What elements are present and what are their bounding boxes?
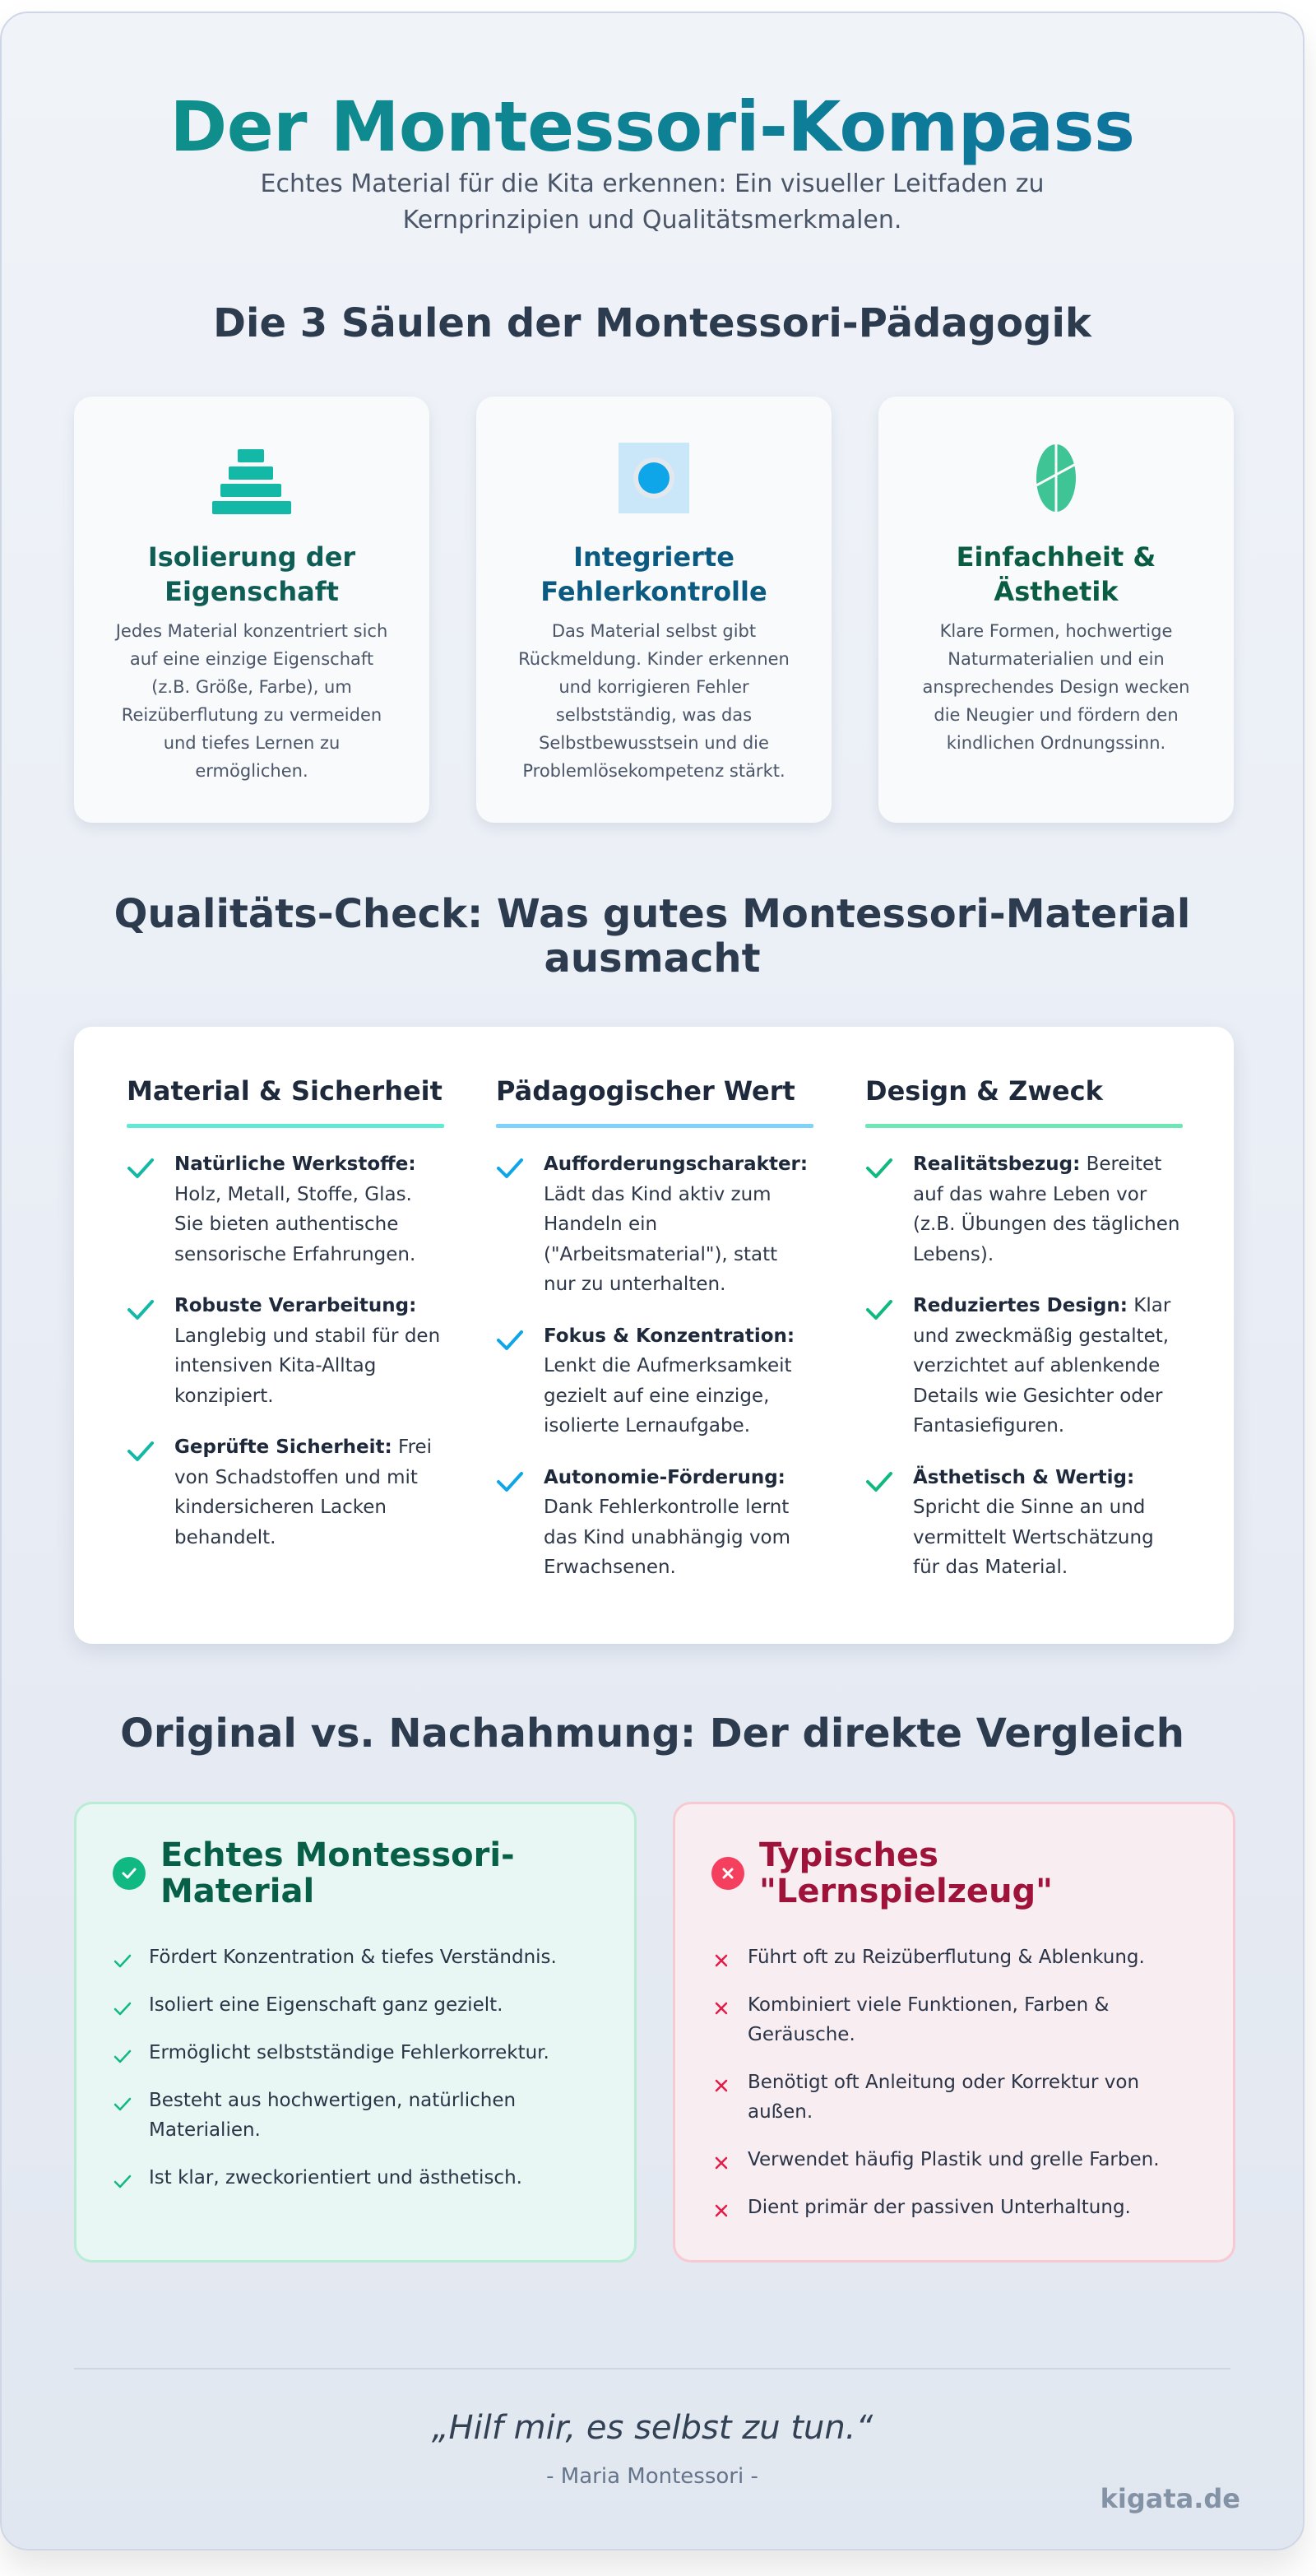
x-mark-icon <box>711 1951 731 1970</box>
comparison-title: Typisches "Lernspielzeug" <box>759 1836 1054 1910</box>
comparison-list-item: Benötigt oft Anleitung oder Korrektur von außen. <box>711 2068 1208 2127</box>
infographic-page <box>0 12 1304 2550</box>
pillar-title: Integrierte Fehlerkontrolle <box>540 541 767 607</box>
checkmark-icon <box>496 1328 524 1353</box>
comparison-section-title: Original vs. Nachahmung: Der direkte Vergleich <box>120 1710 1184 1757</box>
page-subtitle: Echtes Material für die Kita erkennen: Ein visueller Leitfaden zu Kernprinzipien und Qualitätsmerkmalen. <box>260 169 1045 234</box>
checkmark-icon <box>865 1469 893 1494</box>
qc-column-title: Material & Sicherheit <box>127 1075 443 1107</box>
pillar-title: Einfachheit & Ästhetik <box>956 541 1156 607</box>
qc-column-divider <box>865 1124 1183 1128</box>
checkmark-icon <box>113 1951 132 1970</box>
qc-column-design <box>865 1074 1183 1583</box>
qc-list-item: Robuste Verarbeitung: Langlebig und stabil für den intensiven Kita-Alltag konzipiert. <box>127 1291 444 1411</box>
x-mark-icon <box>711 2076 731 2096</box>
comparison-title: Echtes Montessori-Material <box>160 1836 515 1910</box>
x-circle-icon <box>711 1857 744 1890</box>
checkmark-icon <box>113 2171 132 2191</box>
circle-in-square-icon <box>476 443 832 517</box>
qc-list-item: Geprüfte Sicherheit: Frei von Schadstoffen und mit kindersicheren Lacken behandelt. <box>127 1432 444 1553</box>
pillar-text: Jedes Material konzentriert sich auf eine einzige Eigenschaft (z.B. Größe, Farbe), um Reizüberflutung zu vermeiden und tiefes Lernen zu ermöglichen. <box>115 621 388 781</box>
checkmark-icon <box>127 1439 155 1464</box>
qc-column-title: Design & Zweck <box>865 1075 1103 1107</box>
footer-divider <box>74 2368 1230 2369</box>
leaf-icon <box>878 443 1234 517</box>
qc-list-item: Aufforderungscharakter: Lädt das Kind aktiv zum Handeln ein ("Arbeitsmaterial"), statt nur zu unterhalten. <box>496 1149 813 1300</box>
checkmark-icon <box>113 2046 132 2066</box>
pillar-title: Isolierung der Eigenschaft <box>147 541 356 607</box>
comparison-list-item: Ist klar, zweckorientiert und ästhetisch. <box>113 2163 609 2193</box>
checkmark-icon <box>113 2094 132 2114</box>
page-title: Der Montessori-Kompass <box>2 86 1303 168</box>
qc-list-item: Autonomie-Förderung: Dank Fehlerkontrolle lernt das Kind unabhängig vom Erwachsenen. <box>496 1463 813 1583</box>
qc-list-item: Realitätsbezug: Bereitet auf das wahre Leben vor (z.B. Übungen des täglichen Lebens). <box>865 1149 1183 1269</box>
comparison-list-item: Verwendet häufig Plastik und grelle Farben. <box>711 2145 1208 2175</box>
qc-column-material <box>127 1074 444 1553</box>
checkmark-icon <box>496 1156 524 1181</box>
qc-column-pedagogy <box>496 1074 813 1583</box>
x-mark-icon <box>711 2201 731 2221</box>
comparison-list-item: Dient primär der passiven Unterhaltung. <box>711 2193 1208 2222</box>
comparison-list-item: Besteht aus hochwertigen, natürlichen Materialien. <box>113 2086 609 2145</box>
checkmark-icon <box>865 1297 893 1322</box>
qc-column-divider <box>127 1124 444 1128</box>
quality-check-card <box>74 1027 1234 1644</box>
quote-author: - Maria Montessori - <box>546 2464 758 2489</box>
brand-logo-text: kigata.de <box>1100 2483 1240 2514</box>
check-circle-icon <box>113 1857 146 1890</box>
checkmark-icon <box>113 1998 132 2018</box>
pillar-card-simplicity <box>878 397 1234 823</box>
comparison-list-item: Isoliert eine Eigenschaft ganz gezielt. <box>113 1990 609 2020</box>
comparison-list-item: Fördert Konzentration & tiefes Verständnis. <box>113 1942 609 1972</box>
pillar-text: Das Material selbst gibt Rückmeldung. Kinder erkennen und korrigieren Fehler selbstständig, was das Selbstbewusstsein und die Problemlösekompetenz stärkt. <box>518 621 790 781</box>
x-mark-icon <box>711 1998 731 2018</box>
qc-list-item: Natürliche Werkstoffe: Holz, Metall, Stoffe, Glas. Sie bieten authentische sensorische Erfahrungen. <box>127 1149 444 1269</box>
quality-section-title: Qualitäts-Check: Was gutes Montessori-Material ausmacht <box>114 891 1191 982</box>
checkmark-icon <box>496 1469 524 1494</box>
comparison-card-original <box>74 1802 637 2263</box>
pillar-card-error-control <box>476 397 832 823</box>
qc-column-title: Pädagogischer Wert <box>496 1075 795 1107</box>
x-mark-icon <box>711 2153 731 2173</box>
pillars-section-title: Die 3 Säulen der Montessori-Pädagogik <box>213 300 1091 346</box>
checkmark-icon <box>127 1156 155 1181</box>
pillar-card-isolation <box>74 397 429 823</box>
comparison-card-imitation <box>673 1802 1235 2263</box>
checkmark-icon <box>127 1297 155 1322</box>
checkmark-icon <box>865 1156 893 1181</box>
qc-list-item: Reduziertes Design: Klar und zweckmäßig gestaltet, verzichtet auf ablenkende Details wie Gesichter oder Fantasiefiguren. <box>865 1291 1183 1441</box>
qc-list-item: Fokus & Konzentration: Lenkt die Aufmerksamkeit gezielt auf eine einzige, isolierte Lernaufgabe. <box>496 1321 813 1441</box>
comparison-list-item: Führt oft zu Reizüberflutung & Ablenkung. <box>711 1942 1208 1972</box>
stacked-tower-icon <box>74 443 429 517</box>
footer-quote: „Hilf mir, es selbst zu tun.“ <box>431 2409 873 2447</box>
qc-list-item: Ästhetisch & Wertig: Spricht die Sinne an und vermittelt Wertschätzung für das Material. <box>865 1463 1183 1583</box>
qc-column-divider <box>496 1124 813 1128</box>
pillar-text: Klare Formen, hochwertige Naturmaterialien und ein ansprechendes Design wecken die Neugier und fördern den kindlichen Ordnungssinn. <box>922 621 1190 753</box>
comparison-list-item: Ermöglicht selbstständige Fehlerkorrektur. <box>113 2038 609 2068</box>
comparison-list-item: Kombiniert viele Funktionen, Farben & Geräusche. <box>711 1990 1208 2049</box>
